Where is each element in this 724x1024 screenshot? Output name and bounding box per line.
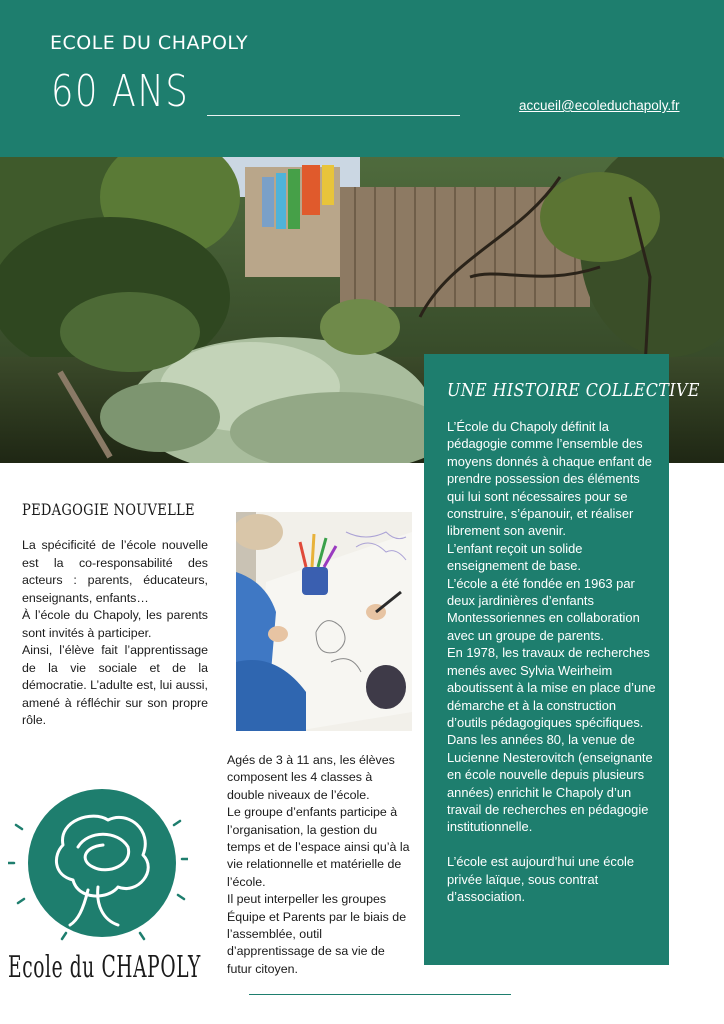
logo-caption: Ecole du CHAPOLY — [8, 950, 201, 985]
history-paragraph: L’École du Chapoly définit la pédagogie comme l’ensemble des moyens donnés à chaque enfant de prendre possession des éléments qui lui sont nécessaires pour se construire, s’épanouir, et réaliser librement son avenir. — [447, 419, 652, 539]
pedagogy-title: PEDAGOGIE NOUVELLE — [22, 500, 195, 519]
email-link[interactable]: accueil@ecoleduchapoly.fr — [519, 98, 680, 113]
school-title: ECOLE DU CHAPOLY — [50, 32, 249, 54]
history-text — [447, 418, 657, 905]
history-paragraph: En 1978, les travaux de recherches menés avec Sylvia Weirheim aboutissent à la mise en place d’une démarche et à la construction d’outils pédagogiques spécifiques. — [447, 645, 656, 730]
classes-paragraph: Le groupe d’enfants participe à l’organisation, la gestion du temps et de l’espace ainsi qu’à la vie relationnelle et matérielle de l’école. — [227, 805, 410, 889]
pedagogy-text — [22, 537, 208, 730]
history-panel — [424, 354, 700, 965]
classes-text — [227, 752, 412, 978]
header-divider — [207, 115, 460, 116]
footer-divider — [249, 994, 511, 995]
children-drawing-photo — [236, 512, 412, 731]
history-paragraph: L’enfant reçoit un solide enseignement de base. — [447, 540, 583, 574]
pedagogy-paragraph: La spécificité de l’école nouvelle est la co-responsabilité des acteurs : parents, éducateurs, enseignants, enfants… — [22, 538, 208, 605]
school-logo — [8, 775, 188, 955]
header-banner — [0, 0, 724, 157]
history-paragraph: L’école est aujourd’hui une école privée laïque, sous contrat d’association. — [447, 854, 635, 904]
history-title: UNE HISTOIRE COLLECTIVE — [447, 380, 700, 401]
history-paragraph: Dans les années 80, la venue de Lucienne Nesterovitch (enseignante en école nouvelle depuis plusieurs années) enrichit le Chapoly d’un travail de recherches en pédagogie institutionnelle. — [447, 732, 653, 835]
history-paragraph: L’école a été fondée en 1963 par deux jardinières d’enfants Montessoriennes en collaboration avec un groupe de parents. — [447, 575, 640, 643]
pedagogy-paragraph: Ainsi, l’élève fait l’apprentissage de la vie sociale et de la démocratie. L’adulte est, lui aussi, amené à réfléchir sur son propre rôle. — [22, 643, 208, 727]
classes-paragraph: Il peut interpeller les groupes Équipe et Parents par le biais de l’assemblée, outil d’apprentissage de sa vie de futur citoyen. — [227, 892, 407, 976]
classes-paragraph: Agés de 3 à 11 ans, les élèves composent les 4 classes à double niveaux de l’école. — [227, 753, 395, 802]
anniversary-title: 60 ANS — [51, 66, 190, 117]
pedagogy-paragraph: À l’école du Chapoly, les parents sont invités à participer. — [22, 608, 208, 640]
